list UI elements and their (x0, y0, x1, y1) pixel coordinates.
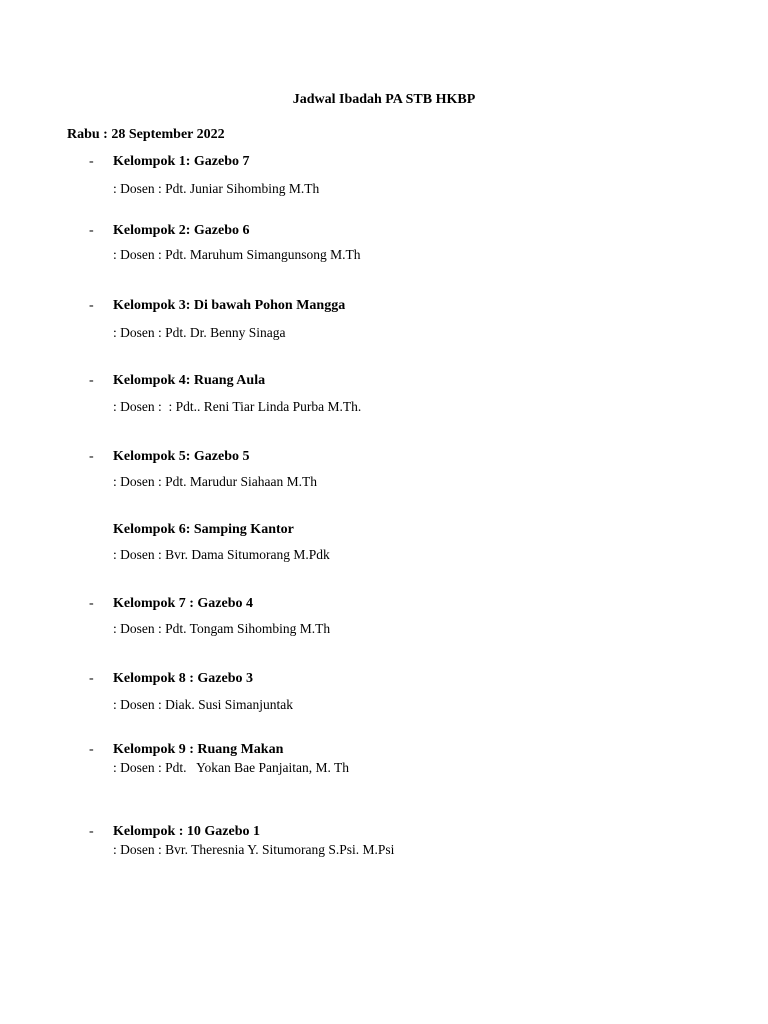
group-dosen: : Dosen : Pdt. Juniar Sihombing M.Th (113, 181, 320, 196)
schedule-date: Rabu : 28 September 2022 (67, 127, 225, 142)
group-dosen: : Dosen : : Pdt.. Reni Tiar Linda Purba M.Th. (113, 399, 362, 414)
list-dash: - (89, 596, 94, 611)
group-title: Kelompok 4: Ruang Aula (113, 373, 266, 388)
list-dash: - (89, 373, 94, 388)
group-dosen: : Dosen : Bvr. Dama Situmorang M.Pdk (113, 547, 330, 562)
page-title: Jadwal Ibadah PA STB HKBP (292, 92, 476, 107)
list-dash: - (89, 449, 94, 464)
group-dosen: : Dosen : Pdt. Dr. Benny Sinaga (113, 325, 286, 340)
group-title: Kelompok 6: Samping Kantor (113, 522, 294, 537)
group-dosen: : Dosen : Pdt. Tongam Sihombing M.Th (113, 621, 331, 636)
group-dosen: : Dosen : Pdt. Maruhum Simangunsong M.Th (113, 247, 361, 262)
group-dosen: : Dosen : Pdt. Marudur Siahaan M.Th (113, 474, 317, 489)
group-title: Kelompok 8 : Gazebo 3 (113, 671, 253, 686)
list-dash: - (89, 298, 94, 313)
list-dash: - (89, 824, 94, 839)
group-title: Kelompok 1: Gazebo 7 (113, 154, 250, 169)
list-dash: - (89, 671, 94, 686)
group-dosen: : Dosen : Diak. Susi Simanjuntak (113, 697, 293, 712)
group-title: Kelompok 3: Di bawah Pohon Mangga (113, 298, 346, 313)
group-title: Kelompok 7 : Gazebo 4 (113, 596, 253, 611)
group-title: Kelompok 9 : Ruang Makan (113, 742, 284, 757)
group-dosen: : Dosen : Bvr. Theresnia Y. Situmorang S.Psi. M.Psi (113, 842, 395, 857)
group-dosen: : Dosen : Pdt. Yokan Bae Panjaitan, M. Th (113, 760, 349, 775)
group-title: Kelompok 5: Gazebo 5 (113, 449, 250, 464)
list-dash: - (89, 223, 94, 238)
group-title: Kelompok : 10 Gazebo 1 (113, 824, 260, 839)
group-title: Kelompok 2: Gazebo 6 (113, 223, 250, 238)
list-dash: - (89, 742, 94, 757)
list-dash: - (89, 154, 94, 169)
